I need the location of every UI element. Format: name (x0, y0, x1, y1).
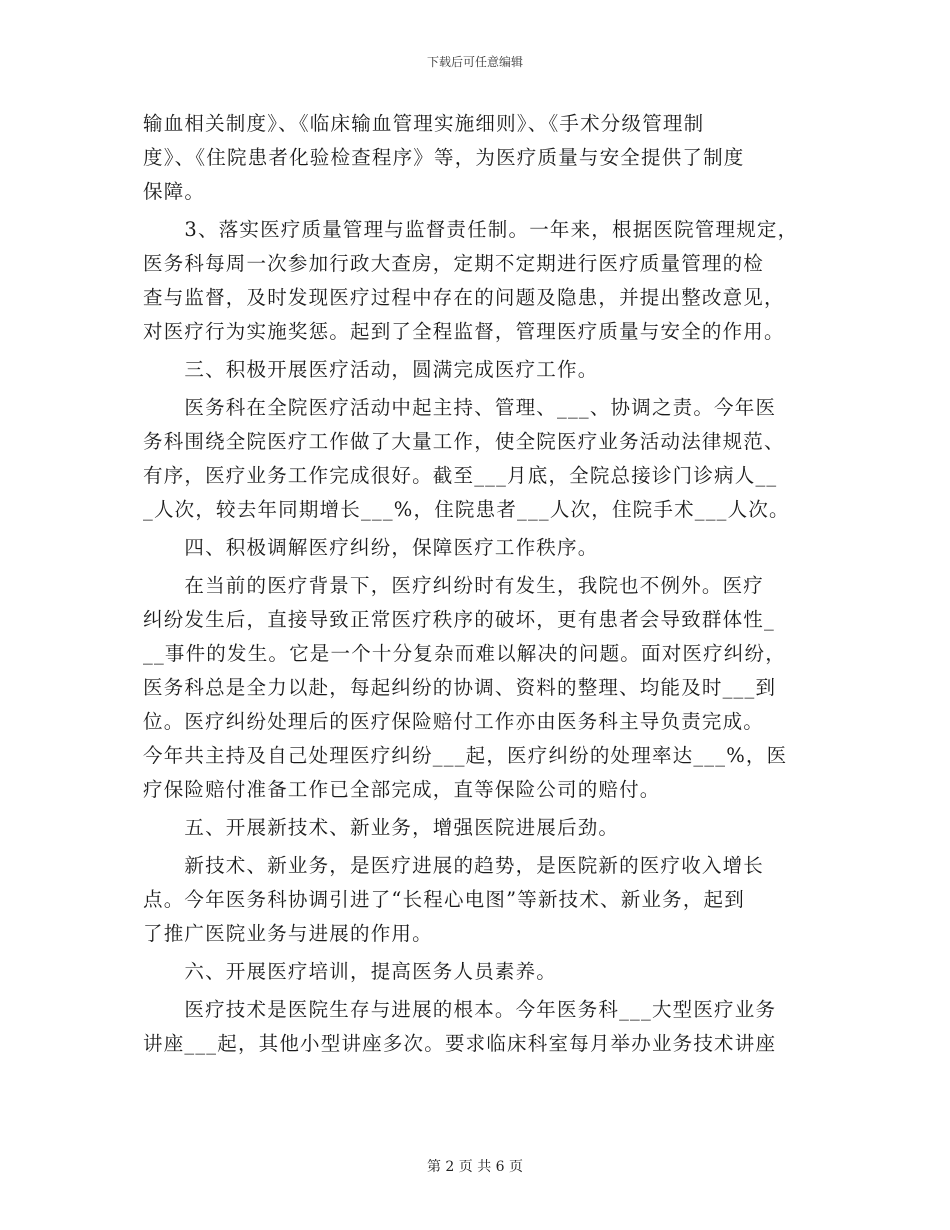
text-line: 讲座___起，其他小型讲座多次。要求临床科室每月举办业务技术讲座 (143, 1032, 777, 1055)
section-heading: 三、积极开展医疗活动，圆满完成医疗工作。 (143, 358, 599, 381)
page-number-footer: 第 2 页 共 6 页 (426, 1159, 524, 1175)
text-line: 对医疗行为实施奖惩。起到了全程监督，管理医疗质量与安全的作用。 (143, 320, 785, 343)
text-line: 务科围绕全院医疗工作做了大量工作，使全院医疗业务活动法律规范、 (143, 430, 785, 453)
text-line: 保障。 (143, 180, 206, 203)
text-line: _人次，较去年同期增长___%，住院患者___人次，住院手术___人次。 (143, 498, 790, 521)
text-line: 新技术、新业务，是医疗进展的趋势，是医院新的医疗收入增长 (143, 854, 765, 877)
text-line: 疗保险赔付准备工作已全部完成，直等保险公司的赔付。 (143, 778, 661, 801)
text-line: 医务科每周一次参加行政大查房，定期不定期进行医疗质量管理的检 (143, 252, 765, 275)
text-line: 点。今年医务科协调引进了“长程心电图”等新技术、新业务，起到 (143, 888, 745, 911)
text-line: 在当前的医疗背景下，医疗纠纷时有发生，我院也不例外。医疗 (143, 574, 765, 597)
text-line: 医疗技术是医院生存与进展的根本。今年医务科___大型医疗业务 (143, 998, 777, 1021)
page-header: 下载后可任意编辑 (426, 55, 523, 69)
text-line: 医务科总是全力以赴，每起纠纷的协调、资料的整理、均能及时___到 (143, 676, 777, 699)
text-line: 纠纷发生后，直接导致正常医疗秩序的破坏，更有患者会导致群体性_ (143, 608, 775, 631)
text-line: 今年共主持及自己处理医疗纠纷___起，医疗纠纷的处理率达___%，医 (143, 744, 788, 767)
text-line: 有序，医疗业务工作完成很好。截至___月底，全院总接诊门诊病人__ (143, 464, 778, 487)
text-line: 医务科在全院医疗活动中起主持、管理、___、协调之责。今年医 (143, 396, 777, 419)
section-heading: 五、开展新技术、新业务，增强医院进展后劲。 (143, 816, 620, 839)
text-line: 输血相关制度》、《临床输血管理实施细则》、《手术分级管理制 (143, 112, 705, 135)
text-line: 度》、《住院患者化验检查程序》等，为医疗质量与安全提供了制度 (143, 146, 745, 169)
section-heading: 四、积极调解医疗纠纷，保障医疗工作秩序。 (143, 536, 599, 559)
text-line: 位。医疗纠纷处理后的医疗保险赔付工作亦由医务科主导负责完成。 (143, 710, 765, 733)
text-line: 3、落实医疗质量管理与监督责任制。一年来，根据医院管理规定， (143, 218, 799, 241)
text-line: 了推广医院业务与进展的作用。 (143, 922, 433, 945)
section-heading: 六、开展医疗培训，提高医务人员素养。 (143, 960, 558, 983)
text-line: __事件的发生。它是一个十分复杂而难以解决的问题。面对医疗纠纷， (143, 642, 786, 665)
document-body (143, 107, 807, 1061)
text-line: 查与监督，及时发现医疗过程中存在的问题及隐患，并提出整改意见， (143, 286, 785, 309)
